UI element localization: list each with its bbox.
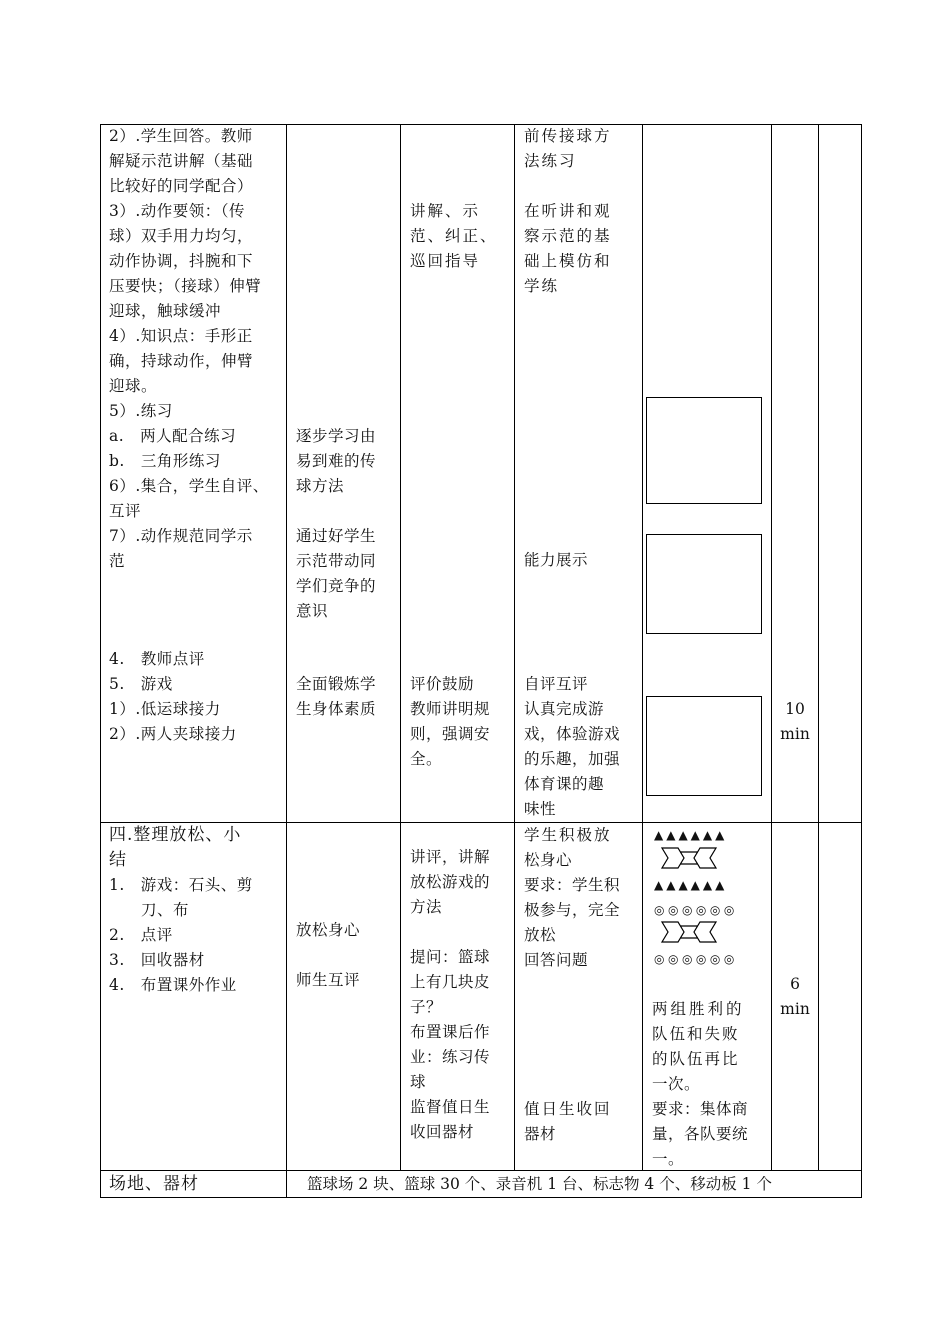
lower-organization-text: 两组胜利的 队伍和失败 的队伍再比 一次。 要求：集体商 量，各队要统 一。 — [652, 1000, 749, 1168]
formation-triangles-row: ▲▲▲▲▲▲ — [654, 828, 728, 842]
upper-goal-c: 全面锻炼学 生身体素质 — [296, 675, 377, 718]
upper-time: 10 min — [780, 700, 810, 743]
table-border-left — [100, 124, 101, 1198]
col-divider — [400, 124, 401, 1171]
lower-time: 6 min — [780, 975, 810, 1018]
upper-student-c: 能力展示 — [524, 551, 589, 569]
lower-student-b: 值日生收回 器材 — [524, 1100, 612, 1143]
lower-teacher: 讲评，讲解 放松游戏的 方法 提问：篮球 上有几块皮 子？ 布置课后作 业：练习传 球 监督值日生 收回器材 — [410, 848, 491, 1141]
upper-teacher-b: 评价鼓励 教师讲明规 则，强调安 全。 — [410, 675, 491, 768]
upper-teacher-a: 讲解、示 范、纠正、 巡回指导 — [410, 202, 498, 270]
diagram-box — [646, 397, 762, 504]
col-divider — [514, 124, 515, 1171]
diagram-box — [646, 696, 762, 796]
formation-triangles-row: ▲▲▲▲▲▲ — [654, 878, 728, 892]
col-divider — [286, 124, 287, 1198]
upper-student-b: 在听讲和观 察示范的基 础上模仿和 学练 — [524, 202, 612, 295]
upper-content-game: 4. 教师点评 5. 游戏 1）.低运球接力 2）.两人夹球接力 — [109, 650, 237, 743]
formation-circles-row: ◎◎◎◎◎◎ — [654, 952, 738, 966]
lower-goal-a: 放松身心 — [296, 921, 361, 939]
upper-student-a: 前传接球方 法练习 — [524, 127, 612, 170]
col-divider — [818, 124, 819, 1171]
formation-circles-row: ◎◎◎◎◎◎ — [654, 903, 738, 917]
upper-student-d: 自评互评 认真完成游 戏，体验游戏 的乐趣，加强 体育课的趣 味性 — [524, 675, 621, 818]
double-arrow-icon — [658, 920, 720, 944]
table-border-right — [861, 124, 862, 1198]
lower-student-a: 学生积极放 松身心 要求：学生积 极参与，完全 放松 回答问题 — [524, 826, 621, 969]
lower-goal-b: 师生互评 — [296, 971, 361, 989]
upper-content-steps: 2）.学生回答。教师 解疑示范讲解（基础 比较好的同学配合） 3）.动作要领：（传 球）双手用力均匀， 动作协调，抖腕和下 压要快；（接球）伸臂 迎球，触球缓冲 4）.知识点：手形正 确，持球动作，伸臂 迎球。 5）.练习 a. 两人配合练习 b. 三角形练习 6）.集合，学生自评、 互评 7）.动作规范同学示 范 — [109, 127, 269, 570]
upper-goal-b: 通过好学生 示范带动同 学们竞争的 意识 — [296, 527, 377, 620]
col-divider — [642, 124, 643, 1171]
double-arrow-icon — [658, 846, 720, 870]
lower-section-title: 四.整理放松、小 结 — [109, 825, 242, 870]
diagram-box — [646, 534, 762, 634]
upper-goal-a: 逐步学习由 易到难的传 球方法 — [296, 427, 377, 495]
table-border-bottom — [100, 1197, 862, 1198]
venue-equipment-content: 篮球场 2 块、篮球 30 个、录音机 1 台、标志物 4 个、移动板 1 个 — [307, 1175, 772, 1193]
lower-section-items: 1. 游戏：石头、剪 刀、布 2. 点评 3. 回收器材 4. 布置课外作业 — [109, 876, 253, 994]
venue-equipment-label: 场地、器材 — [109, 1174, 199, 1194]
